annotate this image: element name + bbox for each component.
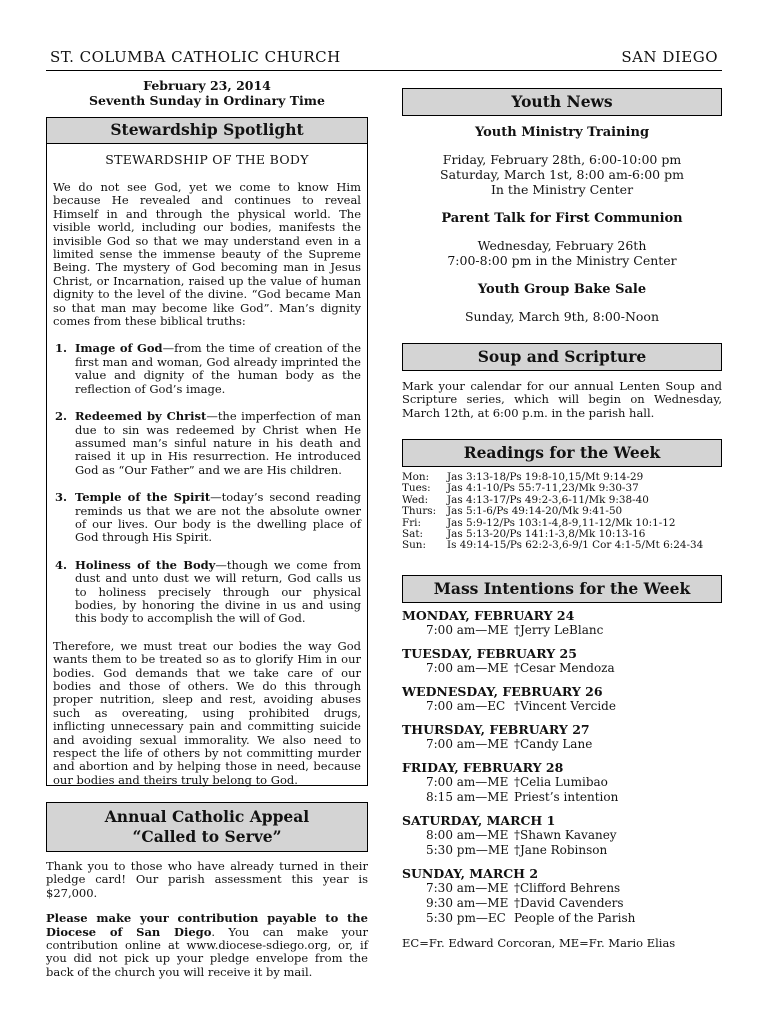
mass-day-heading: TUESDAY, FEBRUARY 25 bbox=[402, 646, 577, 661]
mass-day-heading: FRIDAY, FEBRUARY 28 bbox=[402, 760, 564, 775]
soup-section bbox=[402, 380, 722, 420]
mass-intention: †Jane Robinson bbox=[514, 843, 608, 857]
item-body: —though we come from dust and unto dust we will return, God calls us to holiness precisely through our physical bodies, by honoring the divine in us and using this body to accomplish the will of God. bbox=[75, 557, 361, 626]
liturgical-day: Seventh Sunday in Ordinary Time bbox=[89, 93, 325, 108]
training-title: Youth Ministry Training bbox=[474, 125, 650, 140]
reading-text: Is 49:14-15/Ps 62:2-3,6-9/1 Cor 4:1-5/Mt 6:24-34 bbox=[447, 539, 704, 552]
reading-day: Fri: bbox=[402, 516, 422, 529]
mass-row bbox=[402, 896, 722, 911]
training-line: In the Ministry Center bbox=[490, 182, 634, 197]
mass-time: 7:30 am—ME bbox=[426, 881, 509, 895]
reading-day: Sat: bbox=[402, 528, 423, 541]
reading-text: Jas 4:1-10/Ps 55:7-11,23/Mk 9:30-37 bbox=[447, 482, 639, 495]
mass-time: 7:00 am—ME bbox=[426, 775, 509, 789]
appeal-body bbox=[46, 860, 368, 979]
mass-time: 5:30 pm—EC bbox=[426, 911, 506, 925]
reading-day: Thurs: bbox=[402, 505, 437, 518]
parent-talk-line: 7:00-8:00 pm in the Ministry Center bbox=[447, 253, 677, 268]
mass-intention: People of the Parish bbox=[514, 911, 636, 925]
list-item bbox=[53, 342, 361, 396]
mass-row bbox=[402, 828, 722, 843]
date-block bbox=[46, 78, 368, 108]
soup-banner: Soup and Scripture bbox=[402, 343, 722, 371]
reading-text: Jas 4:13-17/Ps 49:2-3,6-11/Mk 9:38-40 bbox=[447, 493, 649, 506]
mass-intention: †David Cavenders bbox=[514, 896, 624, 910]
header-rule bbox=[46, 70, 722, 71]
list-item bbox=[53, 491, 361, 545]
church-name: ST. COLUMBA CATHOLIC CHURCH bbox=[50, 48, 341, 66]
appeal-banner-title: Annual Catholic Appeal bbox=[104, 807, 310, 826]
reading-text: Jas 5:13-20/Ps 141:1-3,8/Mk 10:13-16 bbox=[447, 528, 646, 541]
item-body: —today’s second reading reminds us that we are not the absolute owner of our lives. Our body is the dwelling place of God through His Spirit. bbox=[75, 490, 361, 545]
mass-time: 7:00 am—ME bbox=[426, 737, 509, 751]
appeal-banner-subtitle: “Called to Serve” bbox=[132, 827, 282, 846]
mass-intention: †Jerry LeBlanc bbox=[514, 623, 604, 637]
youth-section bbox=[402, 125, 722, 324]
reading-day: Sun: bbox=[402, 539, 427, 552]
list-item bbox=[53, 559, 361, 626]
mass-day-heading: SUNDAY, MARCH 2 bbox=[402, 866, 539, 881]
table-row bbox=[402, 506, 722, 517]
training-line: Friday, February 28th, 6:00-10:00 pm bbox=[442, 152, 682, 167]
date-line: February 23, 2014 bbox=[143, 78, 271, 93]
parent-talk-line: Wednesday, February 26th bbox=[477, 238, 647, 253]
youth-banner: Youth News bbox=[402, 88, 722, 116]
appeal-payable: Please make your contribution payable to the Diocese of San Diego bbox=[46, 911, 368, 939]
stewardship-box bbox=[46, 143, 368, 786]
item-number: 3. bbox=[55, 490, 68, 505]
item-heading: Redeemed by Christ bbox=[75, 409, 207, 424]
stewardship-closing: Therefore, we must treat our bodies the way God wants them to be treated so as to glorify Him in our bodies. God demands that we take care of our bodies and those of others. We do this through proper nutrition, sleep and rest, avoiding abuses such as overeating, using prohibited drugs, inflicting unnecessary pain and committing suicide and avoiding sexual immorality. We also need to respect the life of others by not committing murder and abortion and by helping those in need, because our bodies and theirs truly belong to God. bbox=[53, 638, 361, 787]
readings-banner: Readings for the Week bbox=[402, 439, 722, 467]
mass-row bbox=[402, 699, 722, 714]
appeal-banner bbox=[46, 802, 368, 852]
celebrant-legend: EC=Fr. Edward Corcoran, ME=Fr. Mario Elias bbox=[402, 936, 676, 950]
mass-time: 7:00 am—ME bbox=[426, 623, 509, 637]
appeal-thanks: Thank you to those who have already turned in their pledge card! Our parish assessment this year is $27,000. bbox=[46, 859, 368, 900]
mass-row bbox=[402, 843, 722, 858]
city-name: SAN DIEGO bbox=[621, 48, 718, 66]
mass-intention: †Shawn Kavaney bbox=[514, 828, 617, 842]
mass-time: 5:30 pm—ME bbox=[426, 843, 509, 857]
mass-day-heading: MONDAY, FEBRUARY 24 bbox=[402, 608, 575, 623]
mass-time: 9:30 am—ME bbox=[426, 896, 509, 910]
mass-intention: †Candy Lane bbox=[514, 737, 593, 751]
item-body: —from the time of creation of the first man and woman, God already imprinted the value and dignity of the human body as the reflection of God’s image. bbox=[75, 341, 362, 396]
reading-text: Jas 5:1-6/Ps 49:14-20/Mk 9:41-50 bbox=[447, 505, 623, 518]
mass-day-heading: SATURDAY, MARCH 1 bbox=[402, 813, 556, 828]
item-number: 1. bbox=[55, 341, 68, 356]
stewardship-intro: We do not see God, yet we come to know Him because He revealed and continues to reveal Himself in and through the physical world. The visible world, including our bodies, manifests the invisible God so that we may understand even in a limited sense the immense beauty of the Supreme Being. The mystery of God becoming man in Jesus Christ, or Incarnation, raised up the value of human dignity to the level of the divine. “God became Man so that man may become like God”. Man’s dignity comes from these biblical truths: bbox=[53, 180, 361, 329]
stewardship-title: STEWARDSHIP OF THE BODY bbox=[105, 152, 309, 167]
reading-text: Jas 5:9-12/Ps 103:1-4,8-9,11-12/Mk 10:1-12 bbox=[447, 516, 676, 529]
mass-time: 8:15 am—ME bbox=[426, 790, 509, 804]
stewardship-banner: Stewardship Spotlight bbox=[46, 117, 368, 144]
bake-sale-title: Youth Group Bake Sale bbox=[477, 282, 647, 297]
mass-day-heading: WEDNESDAY, FEBRUARY 26 bbox=[402, 684, 603, 699]
truths-list bbox=[53, 342, 361, 625]
list-item bbox=[53, 410, 361, 477]
mass-intention: †Clifford Behrens bbox=[514, 881, 621, 895]
mass-intention: Priest’s intention bbox=[514, 790, 619, 804]
item-heading: Holiness of the Body bbox=[75, 557, 216, 572]
mass-time: 7:00 am—EC bbox=[426, 699, 506, 713]
reading-day: Tues: bbox=[402, 482, 431, 495]
mass-day-heading: THURSDAY, FEBRUARY 27 bbox=[402, 722, 590, 737]
mass-row bbox=[402, 881, 722, 896]
reading-text: Jas 3:13-18/Ps 19:8-10,15/Mt 9:14-29 bbox=[447, 471, 644, 483]
readings-table bbox=[402, 472, 722, 552]
training-line: Saturday, March 1st, 8:00 am-6:00 pm bbox=[440, 167, 684, 182]
mass-section bbox=[402, 600, 722, 950]
mass-row bbox=[402, 737, 722, 752]
mass-row bbox=[402, 661, 722, 676]
mass-intention: †Celia Lumibao bbox=[514, 775, 608, 789]
mass-row bbox=[402, 623, 722, 638]
mass-row bbox=[402, 775, 722, 790]
reading-day: Mon: bbox=[402, 471, 430, 483]
item-body: —the imperfection of man due to sin was redeemed by Christ when He assumed man’s sinful nature in his death and raised it up in His resurrection. He introduced God as “Our Father” and we are His children. bbox=[75, 409, 361, 477]
item-number: 4. bbox=[55, 557, 68, 572]
soup-text: Mark your calendar for our annual Lenten Soup and Scripture series, which will begin on Wednesday, March 12th, at 6:00 p.m. in the parish hall. bbox=[402, 379, 722, 420]
mass-intention: †Vincent Vercide bbox=[514, 699, 616, 713]
mass-row bbox=[402, 790, 722, 805]
mass-time: 7:00 am—ME bbox=[426, 661, 509, 675]
appeal-online: . You can make your contribution online at www.diocese-sdiego.org, or, if you did not pick up your pledge envelope from the back of the church you will receive it by mail. bbox=[46, 924, 368, 979]
bake-sale-line: Sunday, March 9th, 8:00-Noon bbox=[464, 309, 660, 324]
mass-time: 8:00 am—ME bbox=[426, 828, 509, 842]
parent-talk-title: Parent Talk for First Communion bbox=[441, 211, 683, 226]
reading-day: Wed: bbox=[402, 493, 429, 506]
mass-row bbox=[402, 911, 722, 926]
appeal-instructions bbox=[46, 912, 368, 979]
item-heading: Temple of the Spirit bbox=[75, 490, 211, 505]
mass-intention: †Cesar Mendoza bbox=[514, 661, 615, 675]
item-heading: Image of God bbox=[75, 341, 163, 356]
item-number: 2. bbox=[55, 409, 68, 424]
table-row bbox=[402, 540, 722, 551]
mass-banner: Mass Intentions for the Week bbox=[402, 575, 722, 603]
